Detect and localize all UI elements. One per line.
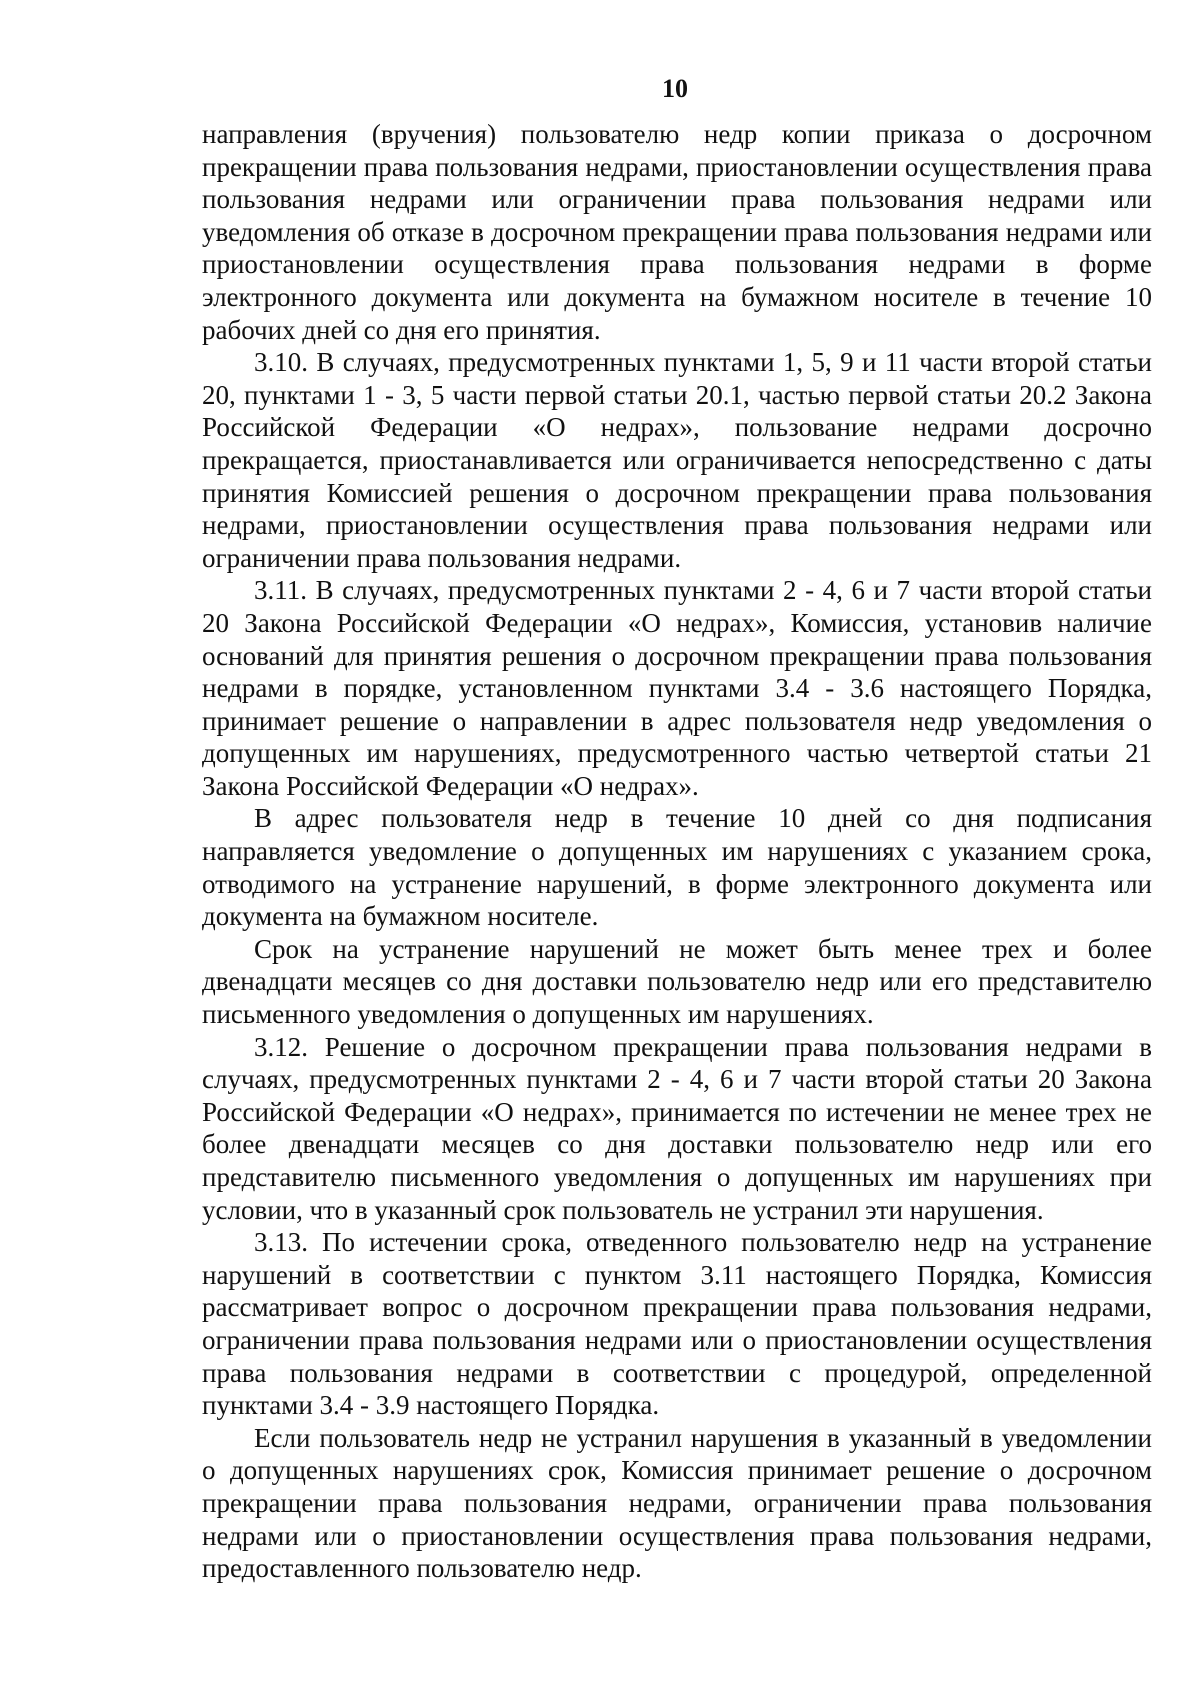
paragraph-final-decision: Если пользователь недр не устранил нарушения в указанный в уведомлении о допущенных нарушениях срок, Комиссия принимает решение о досрочном прекращении права пользования недрами, ограничении права пользования недрами или о приостановлении осуществления права пользования недрами, предоставленного пользователю недр. [202,1422,1152,1584]
paragraph-3-10: 3.10. В случаях, предусмотренных пунктами 1, 5, 9 и 11 части второй статьи 20, пунктами 1 - 3, 5 части первой статьи 20.1, частью первой статьи 20.2 Закона Российской Федерации «О недрах», пользование недрами досрочно прекращается, приостанавливается или ограничивается непосредственно с даты принятия Комиссией решения о досрочном прекращении права пользования недрами, приостановлении осуществления права пользования недрами или ограничении права пользования недрами. [202,347,1152,573]
paragraph-continuation: направления (вручения) пользователю недр копии приказа о досрочном прекращении права пользования недрами, приостановлении осуществления права пользования недрами или ограничении права пользования недрами или уведомления об отказе в досрочном прекращении права пользования недрами или приостановлении осуществления права пользования недрами в форме электронного документа или документа на бумажном носителе в течение 10 рабочих дней со дня его принятия. [202,119,1152,345]
paragraph-3-11: 3.11. В случаях, предусмотренных пунктами 2 - 4, 6 и 7 части второй статьи 20 Закона Российской Федерации «О недрах», Комиссия, установив наличие оснований для принятия решения о досрочном прекращении права пользования недрами в порядке, установленном пунктами 3.4 - 3.6 настоящего Порядка, принимает решение о направлении в адрес пользователя недр уведомления о допущенных им нарушениях, предусмотренного частью четвертой статьи 21 Закона Российской Федерации «О недрах». [202,575,1152,801]
paragraph-notice-sending: В адрес пользователя недр в течение 10 дней со дня подписания направляется уведомление о допущенных им нарушениях с указанием срока, отводимого на устранение нарушений, в форме электронного документа или документа на бумажном носителе. [202,803,1152,932]
page-number: 10 [662,74,688,103]
paragraph-correction-term: Срок на устранение нарушений не может быть менее трех и более двенадцати месяцев со дня доставки пользователю недр или его представителю письменного уведомления о допущенных им нарушениях. [202,933,1152,1030]
paragraph-3-13: 3.13. По истечении срока, отведенного пользователю недр на устранение нарушений в соответствии с пунктом 3.11 настоящего Порядка, Комиссия рассматривает вопрос о досрочном прекращении права пользования недрами, ограничении права пользования недрами или о приостановлении осуществления права пользования недрами в соответствии с процедурой, определенной пунктами 3.4 - 3.9 настоящего Порядка. [202,1227,1152,1421]
paragraph-3-12: 3.12. Решение о досрочном прекращении права пользования недрами в случаях, предусмотренных пунктами 2 - 4, 6 и 7 части второй статьи 20 Закона Российской Федерации «О недрах», принимается по истечении не менее трех не более двенадцати месяцев со дня доставки пользователю недр или его представителю письменного уведомления о допущенных им нарушениях при условии, что в указанный срок пользователь не устранил эти нарушения. [202,1031,1152,1225]
document-body [202,118,1152,1585]
